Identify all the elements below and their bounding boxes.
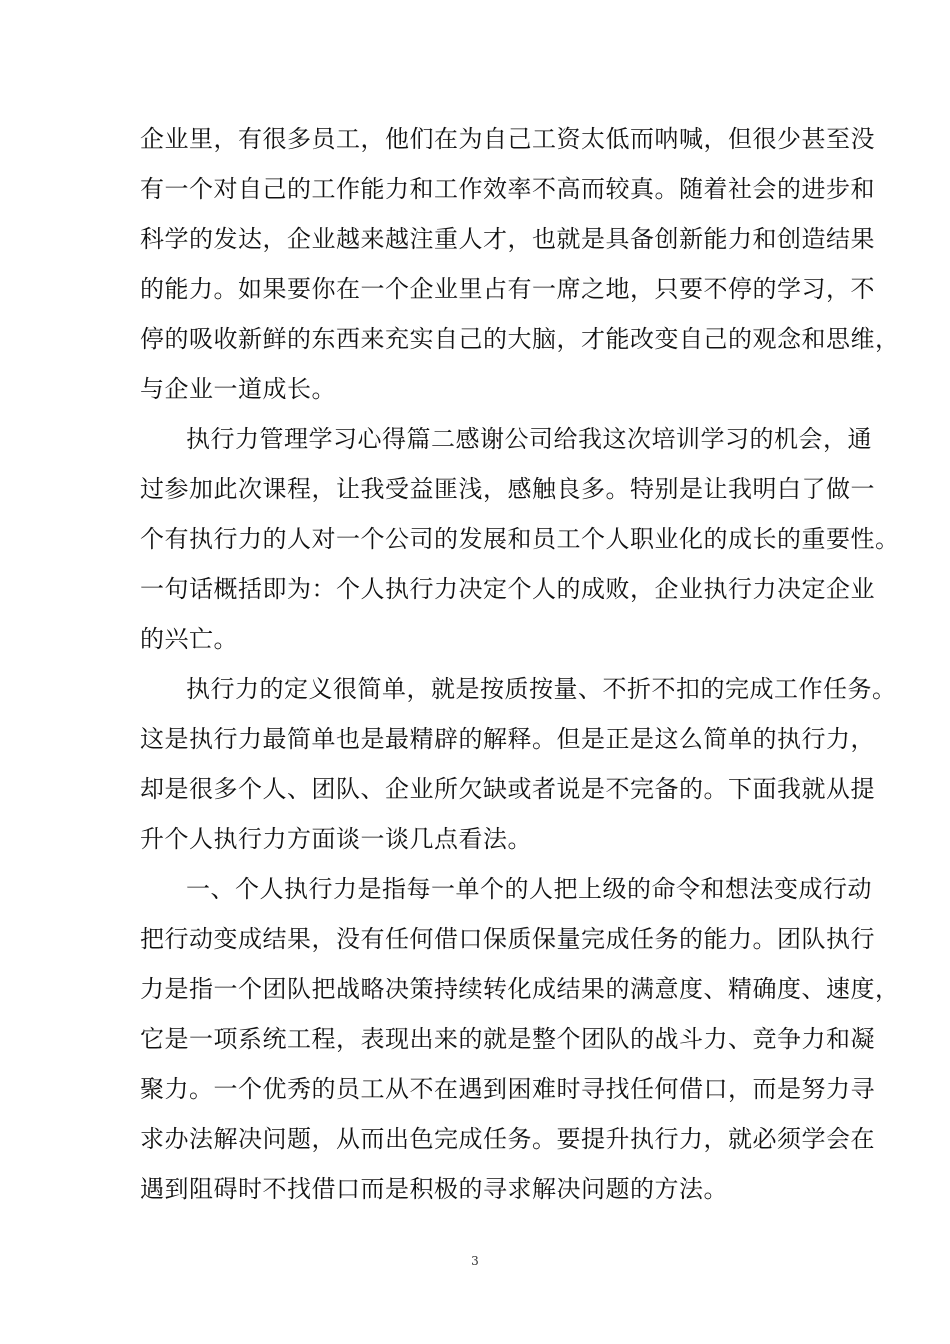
- paragraph-first-line: 一、个人执行力是指每一单个的人把上级的命令和想法变成行动: [186, 875, 872, 903]
- text-line: 的兴亡。: [140, 625, 238, 653]
- paragraph-first-line: 执行力的定义很简单，就是按质按量、不折不扣的完成工作任务。: [186, 675, 897, 703]
- text-line: 有一个对自己的工作能力和工作效率不高而较真。随着社会的进步和: [140, 175, 875, 203]
- paragraph-first-line: 执行力管理学习心得篇二感谢公司给我这次培训学习的机会，通: [186, 425, 872, 453]
- text-line: 过参加此次课程，让我受益匪浅，感触良多。特别是让我明白了做一: [140, 475, 875, 503]
- text-line: 科学的发达，企业越来越注重人才，也就是具备创新能力和创造结果: [140, 225, 875, 253]
- text-line: 与企业一道成长。: [140, 375, 336, 403]
- text-line: 聚力。一个优秀的员工从不在遇到困难时寻找任何借口，而是努力寻: [140, 1075, 875, 1103]
- text-line: 企业里，有很多员工，他们在为自己工资太低而呐喊，但很少甚至没: [140, 125, 875, 153]
- text-line: 的能力。如果要你在一个企业里占有一席之地，只要不停的学习，不: [140, 275, 875, 303]
- text-line: 升个人执行力方面谈一谈几点看法。: [140, 825, 532, 853]
- text-line: 停的吸收新鲜的东西来充实自己的大脑，才能改变自己的观念和思维，: [140, 325, 900, 353]
- page-number: 3: [471, 1254, 479, 1268]
- text-line: 遇到阻碍时不找借口而是积极的寻求解决问题的方法。: [140, 1175, 728, 1203]
- text-line: 这是执行力最简单也是最精辟的解释。但是正是这么简单的执行力，: [140, 725, 875, 753]
- text-line: 求办法解决问题，从而出色完成任务。要提升执行力，就必须学会在: [140, 1125, 875, 1153]
- text-line: 把行动变成结果，没有任何借口保质保量完成任务的能力。团队执行: [140, 925, 875, 953]
- text-line: 却是很多个人、团队、企业所欠缺或者说是不完备的。下面我就从提: [140, 775, 875, 803]
- text-line: 它是一项系统工程，表现出来的就是整个团队的战斗力、竞争力和凝: [140, 1025, 875, 1053]
- text-line: 个有执行力的人对一个公司的发展和员工个人职业化的成长的重要性。: [140, 525, 900, 553]
- text-line: 力是指一个团队把战略决策持续转化成结果的满意度、精确度、速度，: [140, 975, 900, 1003]
- text-line: 一句话概括即为：个人执行力决定个人的成败，企业执行力决定企业: [140, 575, 875, 603]
